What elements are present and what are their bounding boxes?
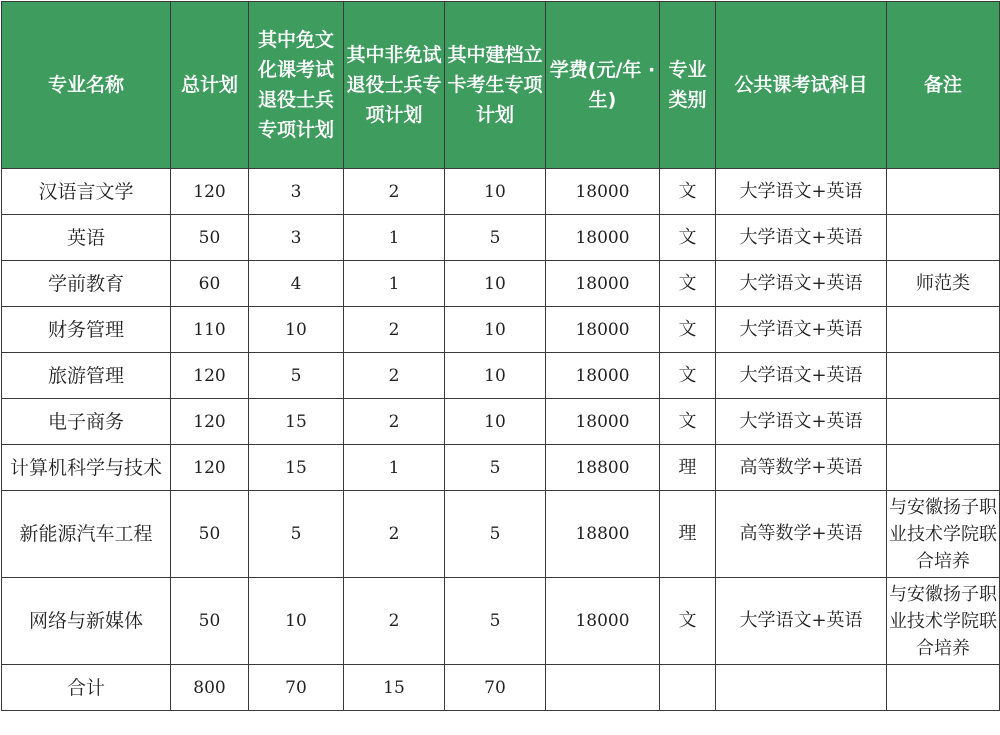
cell-exempt: 4 — [249, 261, 344, 307]
cell-notes: 师范类 — [887, 261, 1000, 307]
cell-total: 50 — [171, 578, 249, 665]
header-notes: 备注 — [887, 2, 1000, 169]
cell-nonexempt: 2 — [344, 491, 445, 578]
cell-poverty: 10 — [445, 353, 546, 399]
cell-subjects: 大学语文+英语 — [716, 353, 887, 399]
cell-notes — [887, 215, 1000, 261]
cell-exempt: 3 — [249, 169, 344, 215]
cell-poverty: 10 — [445, 307, 546, 353]
table-row — [2, 169, 1000, 215]
cell-total: 800 — [171, 665, 249, 711]
cell-fee: 18800 — [546, 445, 660, 491]
cell-name: 合计 — [2, 665, 171, 711]
cell-fee: 18000 — [546, 399, 660, 445]
cell-exempt: 10 — [249, 578, 344, 665]
header-row — [2, 2, 1000, 169]
cell-nonexempt: 2 — [344, 353, 445, 399]
cell-total: 120 — [171, 399, 249, 445]
table-row — [2, 491, 1000, 578]
header-nonexempt: 其中非免试退役士兵专项计划 — [344, 2, 445, 169]
cell-fee: 18800 — [546, 491, 660, 578]
cell-subjects: 高等数学+英语 — [716, 445, 887, 491]
cell-subjects: 大学语文+英语 — [716, 169, 887, 215]
cell-fee: 18000 — [546, 353, 660, 399]
cell-category: 文 — [660, 215, 716, 261]
cell-category: 文 — [660, 578, 716, 665]
cell-total: 120 — [171, 353, 249, 399]
cell-exempt: 3 — [249, 215, 344, 261]
cell-category: 理 — [660, 491, 716, 578]
cell-total: 120 — [171, 445, 249, 491]
header-category: 专业类别 — [660, 2, 716, 169]
cell-name: 财务管理 — [2, 307, 171, 353]
cell-category: 文 — [660, 307, 716, 353]
cell-notes — [887, 399, 1000, 445]
header-exempt: 其中免文化课考试退役士兵专项计划 — [249, 2, 344, 169]
cell-exempt: 70 — [249, 665, 344, 711]
table-row — [2, 307, 1000, 353]
cell-nonexempt: 2 — [344, 307, 445, 353]
header-subjects: 公共课考试科目 — [716, 2, 887, 169]
table-row — [2, 399, 1000, 445]
cell-exempt: 15 — [249, 445, 344, 491]
table-row — [2, 578, 1000, 665]
cell-poverty: 10 — [445, 169, 546, 215]
cell-nonexempt: 1 — [344, 445, 445, 491]
cell-poverty: 5 — [445, 491, 546, 578]
cell-name: 网络与新媒体 — [2, 578, 171, 665]
cell-exempt: 15 — [249, 399, 344, 445]
cell-poverty: 5 — [445, 215, 546, 261]
cell-notes: 与安徽扬子职业技术学院联合培养 — [887, 578, 1000, 665]
header-name: 专业名称 — [2, 2, 171, 169]
cell-category — [660, 665, 716, 711]
cell-exempt: 10 — [249, 307, 344, 353]
cell-exempt: 5 — [249, 491, 344, 578]
table-row — [2, 445, 1000, 491]
total-row — [2, 665, 1000, 711]
header-poverty: 其中建档立卡考生专项计划 — [445, 2, 546, 169]
cell-poverty: 5 — [445, 578, 546, 665]
cell-name: 计算机科学与技术 — [2, 445, 171, 491]
cell-subjects — [716, 665, 887, 711]
cell-subjects: 大学语文+英语 — [716, 578, 887, 665]
cell-category: 理 — [660, 445, 716, 491]
cell-subjects: 大学语文+英语 — [716, 215, 887, 261]
cell-fee — [546, 665, 660, 711]
table-body — [2, 169, 1000, 711]
cell-fee: 18000 — [546, 169, 660, 215]
cell-name: 旅游管理 — [2, 353, 171, 399]
cell-total: 120 — [171, 169, 249, 215]
cell-notes — [887, 169, 1000, 215]
cell-notes — [887, 665, 1000, 711]
cell-notes — [887, 307, 1000, 353]
cell-fee: 18000 — [546, 215, 660, 261]
cell-name: 新能源汽车工程 — [2, 491, 171, 578]
cell-poverty: 10 — [445, 261, 546, 307]
cell-poverty: 10 — [445, 399, 546, 445]
cell-total: 50 — [171, 215, 249, 261]
cell-subjects: 大学语文+英语 — [716, 261, 887, 307]
cell-poverty: 70 — [445, 665, 546, 711]
cell-subjects: 大学语文+英语 — [716, 399, 887, 445]
cell-nonexempt: 15 — [344, 665, 445, 711]
cell-nonexempt: 1 — [344, 261, 445, 307]
cell-fee: 18000 — [546, 578, 660, 665]
cell-name: 英语 — [2, 215, 171, 261]
cell-nonexempt: 1 — [344, 215, 445, 261]
cell-notes — [887, 445, 1000, 491]
cell-total: 110 — [171, 307, 249, 353]
cell-nonexempt: 2 — [344, 399, 445, 445]
cell-category: 文 — [660, 261, 716, 307]
cell-category: 文 — [660, 169, 716, 215]
cell-subjects: 高等数学+英语 — [716, 491, 887, 578]
table-row — [2, 215, 1000, 261]
header-total: 总计划 — [171, 2, 249, 169]
cell-nonexempt: 2 — [344, 578, 445, 665]
table-row — [2, 261, 1000, 307]
cell-category: 文 — [660, 399, 716, 445]
cell-total: 50 — [171, 491, 249, 578]
table-row — [2, 353, 1000, 399]
cell-notes: 与安徽扬子职业技术学院联合培养 — [887, 491, 1000, 578]
cell-total: 60 — [171, 261, 249, 307]
header-fee: 学费(元/年 · 生) — [546, 2, 660, 169]
cell-fee: 18000 — [546, 261, 660, 307]
cell-name: 学前教育 — [2, 261, 171, 307]
cell-poverty: 5 — [445, 445, 546, 491]
cell-subjects: 大学语文+英语 — [716, 307, 887, 353]
enrollment-plan-table — [1, 1, 1000, 711]
cell-name: 汉语言文学 — [2, 169, 171, 215]
cell-category: 文 — [660, 353, 716, 399]
cell-notes — [887, 353, 1000, 399]
cell-nonexempt: 2 — [344, 169, 445, 215]
cell-name: 电子商务 — [2, 399, 171, 445]
cell-exempt: 5 — [249, 353, 344, 399]
cell-fee: 18000 — [546, 307, 660, 353]
